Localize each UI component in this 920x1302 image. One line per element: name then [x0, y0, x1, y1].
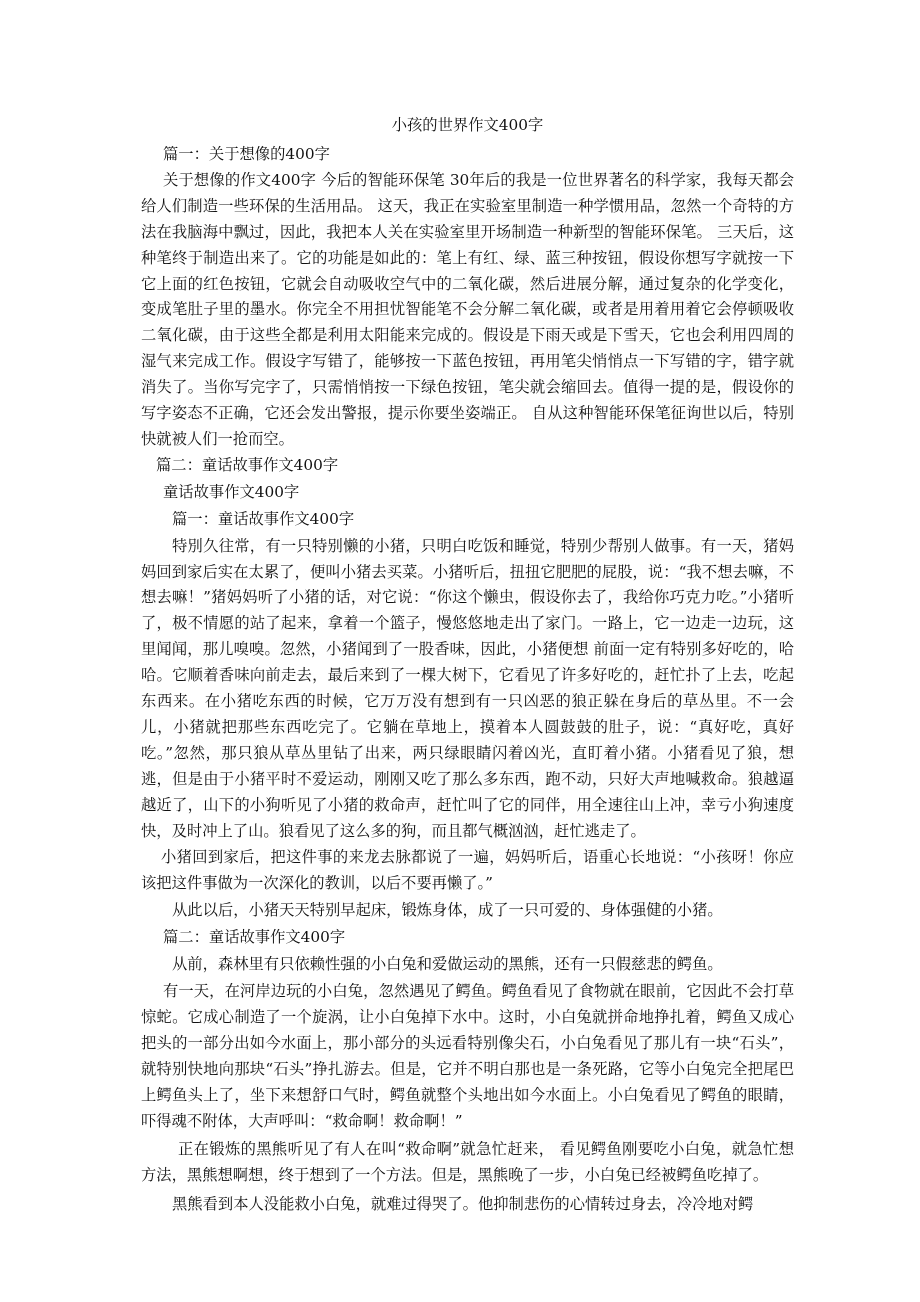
paragraph: 正在锻炼的黑熊听见了有人在叫“救命啊”就急忙赶来， 看见鳄鱼刚要吃小白兔，就急忙想方法，黑熊想啊想，终于想到了一个方法。但是，黑熊晚了一步，小白兔已经被鳄鱼吃掉了。 [141, 1140, 794, 1185]
section-heading: 篇二：童话故事作文400字 [156, 455, 339, 474]
paragraph: 黑熊看到本人没能救小白兔，就难过得哭了。他抑制悲伤的心情转过身去，冷冷地对鳄 [172, 1195, 754, 1214]
document-title: 小孩的世界作文400字 [391, 116, 544, 134]
paragraph: 特別久往常，有一只特别懒的小猪，只明白吃饭和睡觉，特别少帮别人做事。有一天，猪妈妈回到家后实在太累了，便叫小猪去买菜。小猪听后，扭扭它肥肥的屁股，说：“我不想去嘛，不想去嘛！”猪妈妈听了小猪的话，对它说：“你这个懒虫，假设你去了，我给你巧克力吃。”小猪听了，极不情愿的站了起来，拿着一个篮子，慢悠悠地走出了家门。一路上，它一边走一边玩，这里闻闻，那儿嗅嗅。忽然，小猪闻到了一股香味，因此，小猪便想 前面一定有特别多好吃的，哈哈。它顺着香味向前走去，最后来到了一棵大树下，它看见了许多好吃的，赶忙扑了上去，吃起东西来。在小猪吃东西的时候，它万万没有想到有一只凶恶的狼正躲在身后的草丛里。不一会儿，小猪就把那些东西吃完了。它躺在草地上，摸着本人圆鼓鼓的肚子，说：“真好吃，真好吃。”忽然，那只狼从草丛里钻了出来，两只绿眼睛闪着凶光，直盯着小猪。小猪看见了狼，想逃，但是由于小猪平时不爱运动，刚刚又吃了那么多东西，跑不动，只好大声地喊救命。狼越逼越近了，山下的小狗听见了小猪的救命声，赶忙叫了它的同伴，用全速往山上冲，幸亏小狗速度快，及时冲上了山。狼看见了这么多的狗，而且都气概汹汹，赶忙逃走了。 [141, 536, 794, 840]
paragraph: 有一天，在河岸边玩的小白兔，忽然遇见了鳄鱼。鳄鱼看见了食物就在眼前，它因此不会打草惊蛇。它成心制造了一个旋涡，让小白兔掉下水中。这时，小白兔就拼命地挣扎着，鳄鱼又成心把头的一部分出如今水面上，那小部分的头远看特别像尖石，小白兔看见了那儿有一块“石头”，就特别快地向那块“石头”挣扎游去。但是，它并不明白那也是一条死路，它等小白兔完全把尾巴上鳄鱼头上了，坐下来想舒口气时，鳄鱼就整个头地出如今水面上。小白兔看见了鳄鱼的眼睛，吓得魂不附体，大声呼叫：“救命啊！救命啊！” [141, 982, 794, 1130]
section-heading: 篇一：关于想像的400字 [163, 145, 330, 163]
paragraph: 小猪回到家后，把这件事的来龙去脉都说了一遍，妈妈听后，语重心长地说：“小孩呀！你应该把这件事做为一次深化的教训，以后不要再懒了。” [141, 848, 794, 893]
paragraph: 关于想像的作文400字 今后的智能环保笔 30年后的我是一位世界著名的科学家，我每天都会给人们制造一些环保的生活用品。 这天，我正在实验室里制造一种学惯用品，忽然一个奇特的方法在我脑海中飘过，因此，我把本人关在实验室里开场制造一种新型的智能环保笔。 三天后，这种笔终于制造出来了。它的功能是如此的：笔上有红、绿、蓝三种按钮，假设你想写字就按一下它上面的红色按钮，它就会自动吸收空气中的二氧化碳，然后进展分解，通过复杂的化学变化，变成笔肚子里的墨水。你完全不用担忧智能笔不会分解二氧化碳，或者是用着用着它会停顿吸收二氧化碳，由于这些全都是利用太阳能来完成的。假设是下雨天或是下雪天，它也会利用四周的湿气来完成工作。假设字写错了，能够按一下蓝色按钮，再用笔尖悄悄点一下写错的字，错字就消失了。当你写完字了，只需悄悄按一下绿色按钮，笔尖就会缩回去。值得一提的是，假设你的写字姿态不正确，它还会发出警报，提示你要坐姿端正。 自从这种智能环保笔征询世以后，特别快就被人们一抢而空。 [141, 170, 794, 448]
story-heading: 篇一：童话故事作文400字 [172, 509, 355, 528]
paragraph: 从此以后，小猪天天特别早起床，锻炼身体，成了一只可爱的、身体强健的小猪。 [172, 901, 723, 920]
section-subheading: 童话故事作文400字 [163, 482, 300, 501]
document-body [141, 114, 794, 1218]
story-heading: 篇二：童话故事作文400字 [163, 928, 346, 947]
paragraph: 从前，森林里有只依赖性强的小白兔和爱做运动的黑熊，还有一只假慈悲的鳄鱼。 [172, 955, 723, 974]
